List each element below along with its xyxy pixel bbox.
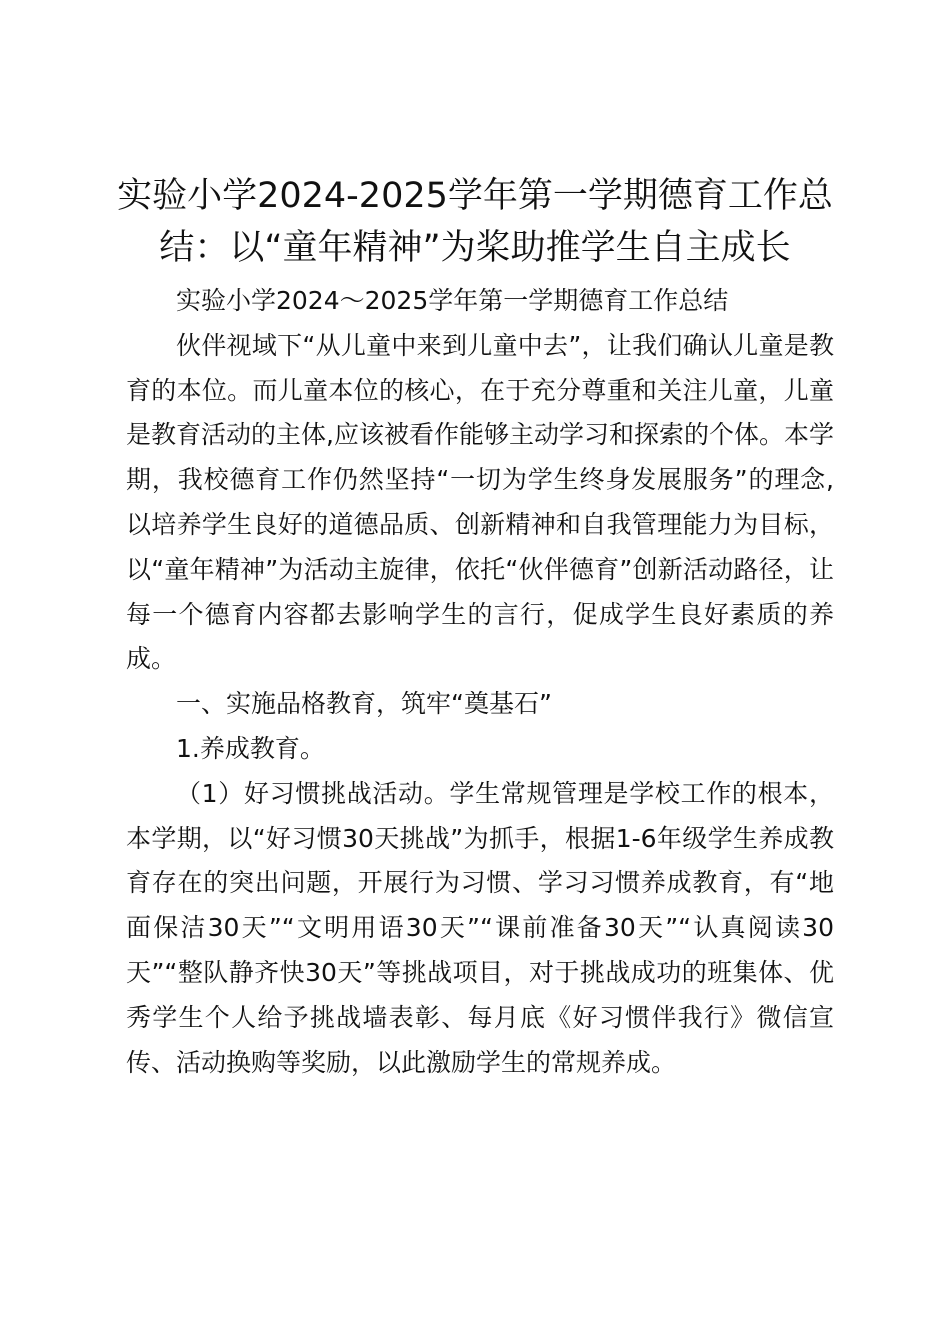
document-subtitle: 实验小学2024～2025学年第一学期德育工作总结 bbox=[176, 286, 729, 315]
intro-paragraph: 伙伴视域下“从儿童中来到儿童中去”，让我们确认儿童是教育的本位。而儿童本位的核心，在于充分尊重和关注儿童，儿童是教育活动的主体,应该被看作能够主动学习和探索的个体。本学期，我校德育工作仍然坚持“一切为学生终身发展服务”的理念,以培养学生良好的道德品质、创新精神和自我管理能力为目标，以“童年精神”为活动主旋律，依托“伙伴德育”创新活动路径，让每一个德育内容都去影响学生的言行，促成学生良好素质的养成。 bbox=[126, 330, 834, 674]
document-body bbox=[126, 279, 834, 1085]
section-heading: 一、实施品格教育，筑牢“奠基石” bbox=[176, 689, 552, 719]
subsection-heading: 1.养成教育。 bbox=[176, 733, 325, 763]
document-title: 实验小学2024-2025学年第一学期德育工作总结：以“童年精神”为桨助推学生自主成长 bbox=[117, 176, 833, 268]
body-paragraph: （1）好习惯挑战活动。学生常规管理是学校工作的根本，本学期，以“好习惯30天挑战”为抓手，根据1-6年级学生养成教育存在的突出问题，开展行为习惯、学习习惯养成教育，有“地面保洁30天”“文明用语30天”“课前准备30天”“认真阅读30天”“整队静齐快30天”等挑战项目，对于挑战成功的班集体、优秀学生个人给予挑战墙表彰、每月底《好习惯伴我行》微信宣传、活动换购等奖励，以此激励学生的常规养成。 bbox=[126, 778, 834, 1077]
